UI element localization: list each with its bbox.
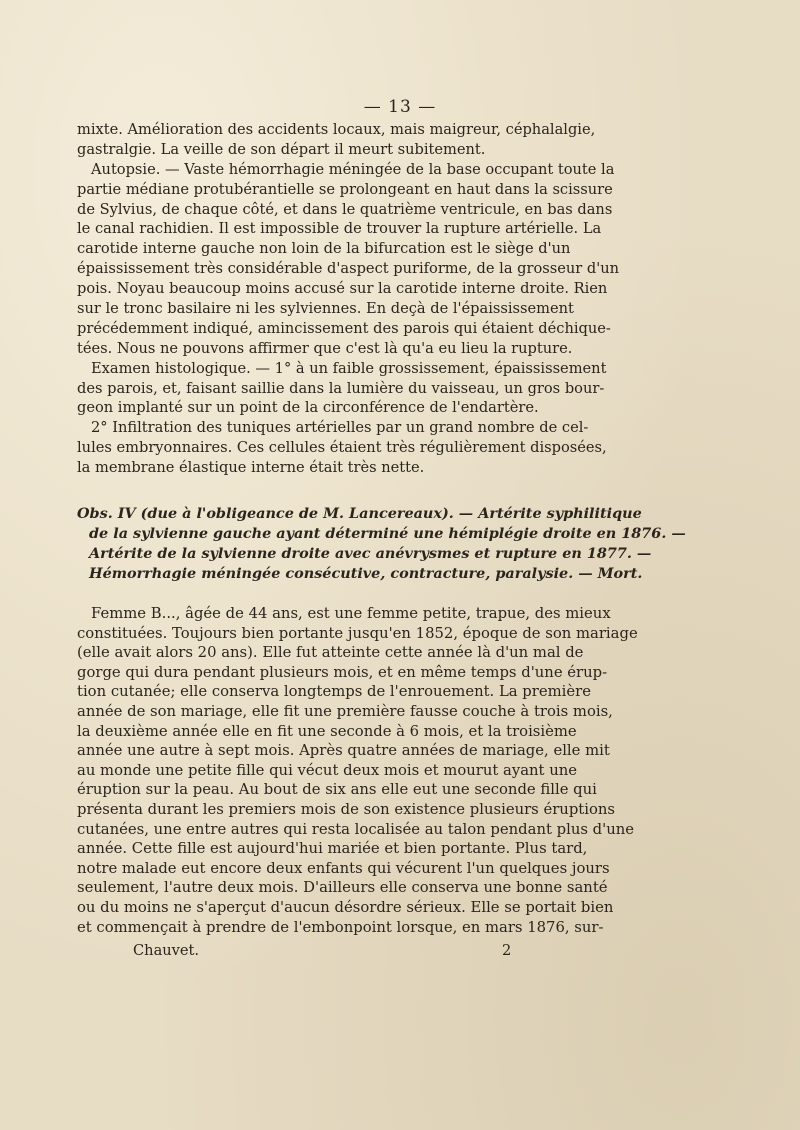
text-line: de Sylvius, de chaque côté, et dans le quatrième ventricule, en bas dans xyxy=(77,200,613,218)
text-line: gorge qui dura pendant plusieurs mois, et en même temps d'une érup- xyxy=(77,663,608,681)
text-line: éruption sur la peau. Au bout de six ans elle eut une seconde fille qui xyxy=(77,781,597,799)
text-line: carotide interne gauche non loin de la bifurcation est le siège d'un xyxy=(77,240,571,258)
paragraph-case-history xyxy=(77,604,638,937)
text-line: Autopsie. — Vaste hémorrhagie méningée de la base occupant toute la xyxy=(91,160,615,178)
observation-heading xyxy=(77,504,686,584)
text-line: le canal rachidien. Il est impossible de trouver la rupture artérielle. La xyxy=(77,220,602,238)
text-line: Femme B..., âgée de 44 ans, est une femme petite, trapue, des mieux xyxy=(91,605,611,622)
text-line: au monde une petite fille qui vécut deux mois et mourut ayant une xyxy=(77,761,578,779)
text-line: lules embryonnaires. Ces cellules étaient très régulièrement disposées, xyxy=(77,439,607,457)
heading-line: Hémorrhagie méningée consécutive, contracture, paralysie. — Mort. xyxy=(89,564,643,582)
text-line: année de son mariage, elle fit une première fausse couche à trois mois, xyxy=(77,702,613,720)
text-line: seulement, l'autre deux mois. D'ailleurs elle conserva une bonne santé xyxy=(77,879,608,897)
text-line: partie médiane protubérantielle se prolongeant en haut dans la scissure xyxy=(77,180,613,198)
text-line: tion cutanée; elle conserva longtemps de l'enrouement. La première xyxy=(77,683,591,701)
text-line: 2° Infiltration des tuniques artérielles par un grand nombre de cel- xyxy=(91,419,589,437)
page-footer xyxy=(77,942,569,962)
text-line: précédemment indiqué, amincissement des parois qui étaient déchique- xyxy=(77,319,611,337)
text-line: année une autre à sept mois. Après quatre années de mariage, elle mit xyxy=(77,742,610,760)
text-line: ou du moins ne s'aperçut d'aucun désordre sérieux. Elle se portait bien xyxy=(77,898,614,916)
text-line: pois. Noyau beaucoup moins accusé sur la carotide interne droite. Rien xyxy=(77,280,608,298)
text-line: sur le tronc basilaire ni les sylviennes. En deçà de l'épaississement xyxy=(77,300,574,318)
text-line: épaississement très considérable d'aspect puriforme, de la grosseur d'un xyxy=(77,260,620,278)
text-line: année. Cette fille est aujourd'hui mariée et bien portante. Plus tard, xyxy=(77,840,588,858)
text-line: mixte. Amélioration des accidents locaux, mais maigreur, céphalalgie, xyxy=(77,121,596,138)
text-line: tées. Nous ne pouvons affirmer que c'est là qu'a eu lieu la rupture. xyxy=(77,339,573,357)
text-line: gastralgie. La veille de son départ il meurt subitement. xyxy=(77,140,486,158)
text-line: des parois, et, faisant saillie dans la lumière du vaisseau, un gros bour- xyxy=(77,379,605,397)
footer-author: Chauvet. xyxy=(133,942,200,959)
text-line: notre malade eut encore deux enfants qui vécurent l'un quelques jours xyxy=(77,859,610,877)
text-line: la membrane élastique interne était très nette. xyxy=(77,459,425,477)
text-line: constituées. Toujours bien portante jusqu'en 1852, époque de son mariage xyxy=(77,624,638,642)
text-line: (elle avait alors 20 ans). Elle fut atteinte cette année là d'un mal de xyxy=(77,644,584,662)
heading-line: de la sylvienne gauche ayant déterminé une hémiplégie droite en 1876. — xyxy=(89,524,686,542)
signature-mark: 2 xyxy=(502,942,512,959)
page-number: — 13 — xyxy=(363,97,437,117)
text-line: geon implanté sur un point de la circonférence de l'endartère. xyxy=(77,399,539,417)
text-line: Examen histologique. — 1° à un faible grossissement, épaississement xyxy=(91,359,607,377)
text-line: et commençait à prendre de l'embonpoint lorsque, en mars 1876, sur- xyxy=(77,918,604,936)
text-line: présenta durant les premiers mois de son existence plusieurs éruptions xyxy=(77,800,616,818)
text-line: la deuxième année elle en fit une seconde à 6 mois, et la troisième xyxy=(77,722,577,740)
paragraph-autopsy xyxy=(77,120,620,478)
heading-line: Obs. IV (due à l'obligeance de M. Lancereaux). — Artérite syphilitique xyxy=(77,505,642,522)
heading-line: Artérite de la sylvienne droite avec anévrysmes et rupture en 1877. — xyxy=(89,544,652,562)
text-line: cutanées, une entre autres qui resta localisée au talon pendant plus d'une xyxy=(77,820,635,838)
